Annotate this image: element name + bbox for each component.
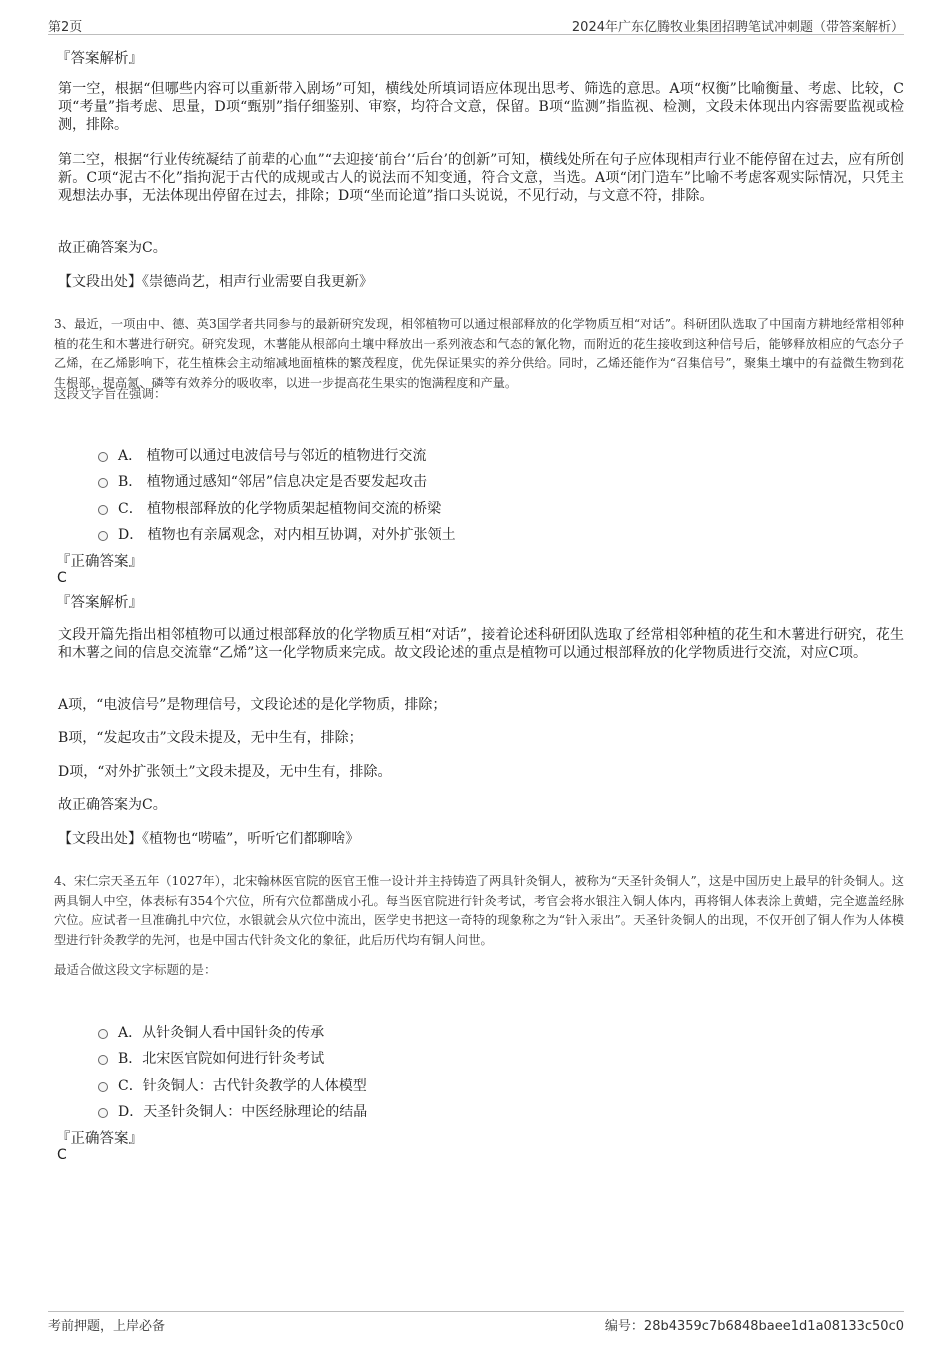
radio-icon[interactable]	[98, 505, 108, 515]
document-title: 2024年广东亿腾牧业集团招聘笔试冲刺题（带答案解析）	[571, 20, 904, 35]
q3-source: 【文段出处】《植物也“唠嗑”，听听它们都聊啥》	[58, 831, 360, 847]
q2-conclusion: 故正确答案为C。	[58, 240, 167, 256]
q3-answer-label: 『正确答案』	[56, 554, 143, 570]
q4-option-d[interactable]	[98, 1101, 367, 1121]
q3-option-c-label: C． 植物根部释放的化学物质架起植物间交流的桥梁	[118, 501, 442, 517]
q3-option-d[interactable]	[98, 524, 456, 544]
page-footer	[48, 1311, 904, 1334]
q4-option-c-label: C．针灸铜人：古代针灸教学的人体模型	[118, 1078, 367, 1094]
q4-option-b-label: B．北宋医官院如何进行针灸考试	[118, 1051, 325, 1067]
q3-option-c[interactable]	[98, 498, 441, 518]
q4-stem: 最适合做这段文字标题的是：	[54, 962, 217, 977]
q2-analysis-label: 『答案解析』	[56, 51, 143, 67]
radio-icon[interactable]	[98, 1108, 108, 1118]
page-header	[48, 14, 904, 35]
q4-option-d-label: D．天圣针灸铜人：中医经脉理论的结晶	[118, 1104, 368, 1120]
q2-analysis-paragraph-1: 第一空，根据“但哪些内容可以重新带入剧场”可知，横线处所填词语应体现出思考、筛选的意思。A项“权衡”比喻衡量、考虑、比较，C项“考量”指考虑、思量，D项“甄别”指仔细鉴别、审察，均符合文意，保留。B项“监测”指监视、检测，文段未体现出内容需要监视或检测，排除。	[58, 81, 904, 133]
q4-option-c[interactable]	[98, 1075, 367, 1095]
page-number: 第2页	[48, 20, 83, 35]
q3-option-a-label: A． 植物可以通过电波信号与邻近的植物进行交流	[118, 448, 427, 464]
q4-option-a[interactable]	[98, 1022, 324, 1042]
radio-icon[interactable]	[98, 452, 108, 462]
q4-option-a-label: A．从针灸铜人看中国针灸的传承	[118, 1025, 325, 1041]
q3-option-a[interactable]	[98, 445, 427, 465]
q3-answer: C	[57, 570, 67, 586]
q3-option-d-label: D． 植物也有亲属观念，对内相互协调，对外扩张领土	[118, 527, 456, 543]
q3-conclusion: 故正确答案为C。	[58, 797, 167, 813]
q2-analysis-paragraph-2: 第二空，根据“行业传统凝结了前辈的心血”“去迎接‘前台’‘后台’的创新”可知，横线处所在句子应体现相声行业不能停留在过去，应有所创新。C项“泥古不化”指拘泥于古代的成规或古人的说法而不知变通，符合文意，当选。A项“闭门造车”比喻不考虑客观实际情况，只凭主观想法办事，无法体现出停留在过去，排除；D项“坐而论道”指口头说说，不见行动，与文意不符，排除。	[58, 152, 904, 204]
radio-icon[interactable]	[98, 478, 108, 488]
q3-analysis-b: B项，“发起攻击”文段未提及，无中生有，排除；	[58, 730, 363, 746]
q4-option-b[interactable]	[98, 1048, 324, 1068]
footer-slogan: 考前押题，上岸必备	[48, 1319, 166, 1334]
radio-icon[interactable]	[98, 531, 108, 541]
q3-analysis: 文段开篇先指出相邻植物可以通过根部释放的化学物质互相“对话”，接着论述科研团队选取了经常相邻种植的花生和木薯进行研究，花生和木薯之间的信息交流靠“乙烯”这一化学物质来完成。故文段论述的重点是植物可以通过根部释放的化学物质进行交流，对应C项。	[58, 627, 904, 661]
radio-icon[interactable]	[98, 1055, 108, 1065]
q4-text: 4、宋仁宗天圣五年（1027年），北宋翰林医官院的医官王惟一设计并主持铸造了两具针灸铜人，被称为“天圣针灸铜人”，这是中国历史上最早的针灸铜人。这两具铜人中空，体表标有354个穴位，所有穴位都凿成小孔。每当医官院进行针灸考试，考官会将水银注入铜人体内，再将铜人体表涂上黄蜡，完全遮盖经脉穴位。应试者一旦准确扎中穴位，水银就会从穴位中流出，医学史书把这一奇特的现象称之为“针入汞出”。天圣针灸铜人的出现，不仅开创了铜人作为人体模型进行针灸教学的先河，也是中国古代针灸文化的象征，此后历代均有铜人问世。	[54, 874, 904, 947]
radio-icon[interactable]	[98, 1029, 108, 1039]
q3-stem: 这段文字旨在强调：	[54, 386, 167, 401]
q3-option-b[interactable]	[98, 471, 427, 491]
q3-analysis-label: 『答案解析』	[56, 595, 143, 611]
q2-source: 【文段出处】《崇德尚艺，相声行业需要自我更新》	[58, 274, 373, 290]
q4-answer-label: 『正确答案』	[56, 1131, 143, 1147]
q3-analysis-a: A项，“电波信号”是物理信号，文段论述的是化学物质，排除；	[58, 697, 447, 713]
q3-analysis-d: D项，“对外扩张领土”文段未提及，无中生有，排除。	[58, 764, 392, 780]
q3-text: 3、最近，一项由中、德、英3国学者共同参与的最新研究发现，相邻植物可以通过根部释放的化学物质互相“对话”。科研团队选取了中国南方耕地经常相邻种植的花生和木薯进行研究。研究发现，木薯能从根部向土壤中释放出一系列液态和气态的氰化物，而附近的花生接收到这种信号后，能够释放相应的气态分子乙烯，在乙烯影响下，花生植株会主动缩减地面植株的繁茂程度，优先保证果实的养分供给。同时，乙烯还能作为“召集信号”，聚集土壤中的有益微生物到花生根部，提高氮、磷等有效养分的吸收率，以进一步提高花生果实的饱满程度和产量。	[54, 317, 904, 390]
radio-icon[interactable]	[98, 1082, 108, 1092]
document-id: 编号：28b4359c7b6848baee1d1a08133c50c0	[604, 1319, 904, 1334]
q3-option-b-label: B． 植物通过感知“邻居”信息决定是否要发起攻击	[118, 474, 428, 490]
q4-answer: C	[57, 1147, 67, 1163]
